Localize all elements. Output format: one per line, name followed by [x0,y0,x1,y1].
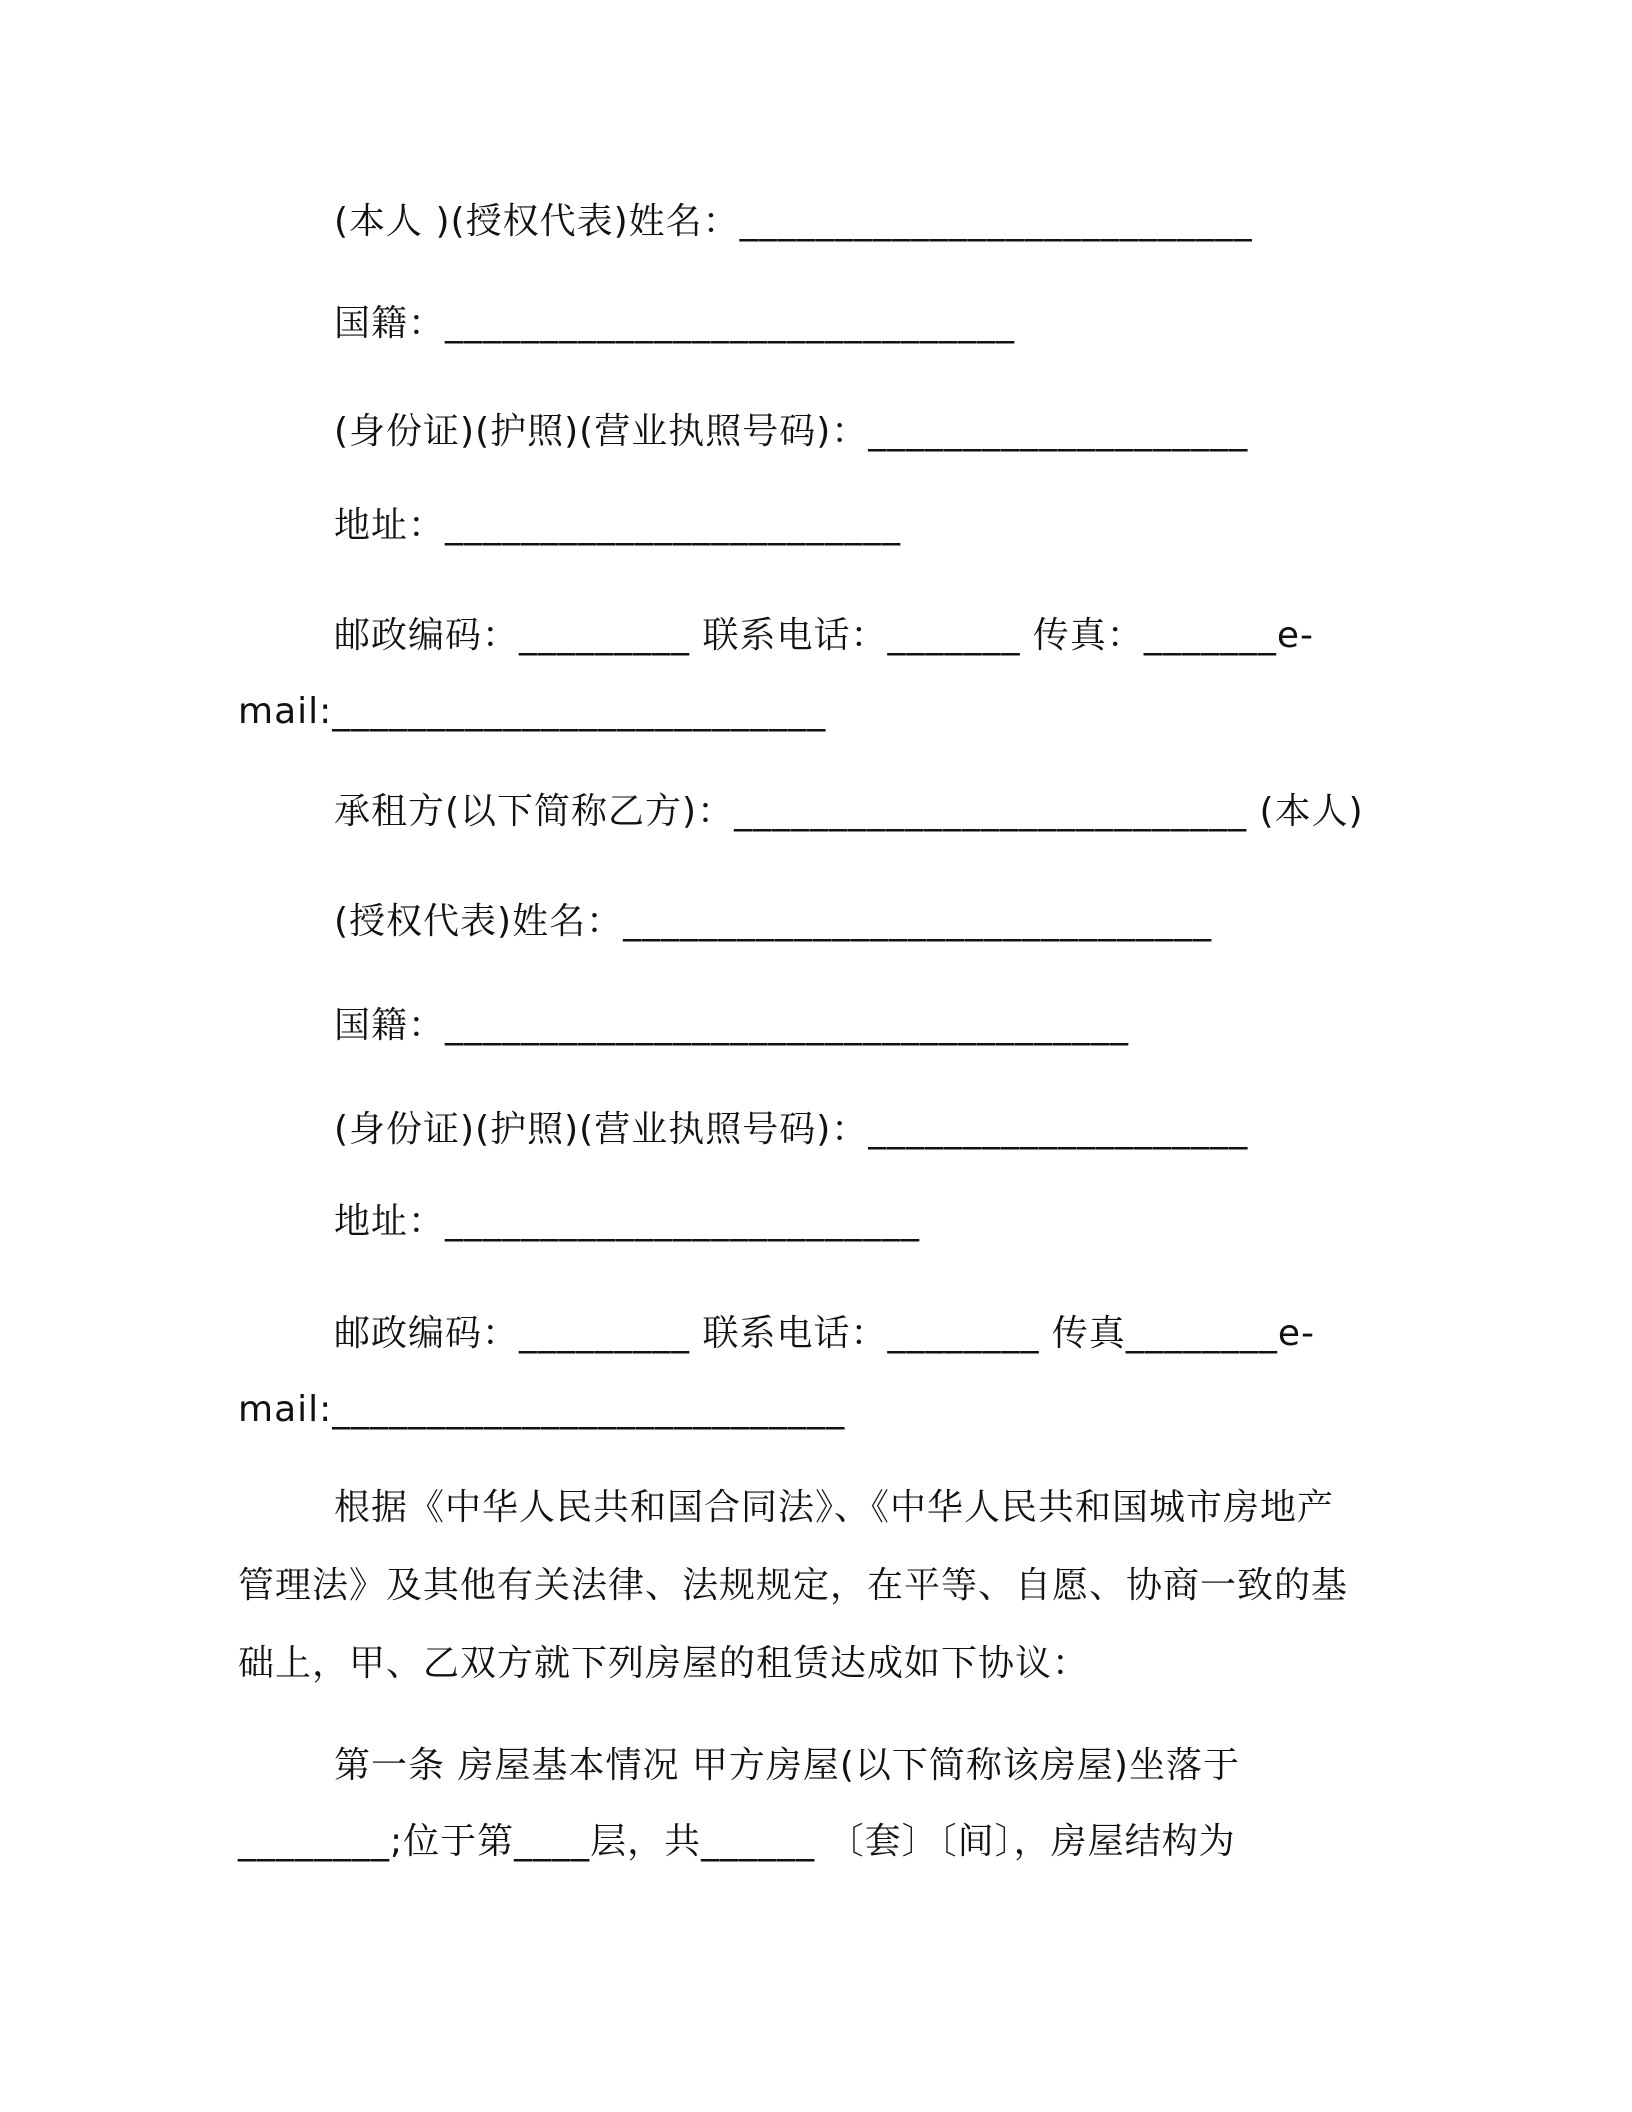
lessee-address-line: 地址：_________________________ [334,1201,921,1242]
lessee-email-line: mail:___________________________ [238,1389,846,1430]
lessor-email-line: mail:__________________________ [238,691,827,732]
agreement-paragraph-line-1: 根据《中华人民共和国合同法》、《中华人民共和国城市房地产 [334,1487,1335,1528]
lessor-name-line: (本人 )(授权代表)姓名：___________________________ [334,201,1253,242]
lessee-line: 承租方(以下简称乙方)：___________________________ (本人) [334,791,1364,832]
lessee-nationality-line: 国籍：____________________________________ [334,1005,1130,1046]
lessor-address-line: 地址：________________________ [334,505,902,546]
lessee-id-line: (身份证)(护照)(营业执照号码)：____________________ [334,1109,1249,1150]
lessor-contact-line: 邮政编码：_________ 联系电话：_______ 传真：_______e- [334,615,1315,656]
lessor-nationality-line: 国籍：______________________________ [334,303,1016,344]
lessee-name-line: (授权代表)姓名：_______________________________ [334,901,1213,942]
article-one-line-2: ________;位于第____层，共______ 〔套〕〔间〕，房屋结构为 [238,1821,1236,1862]
article-one-line-1: 第一条 房屋基本情况 甲方房屋(以下简称该房屋)坐落于 [334,1745,1240,1786]
lessee-contact-line: 邮政编码：_________ 联系电话：________ 传真________e- [334,1313,1316,1354]
agreement-paragraph-line-2: 管理法》及其他有关法律、法规规定，在平等、自愿、协商一致的基 [238,1565,1349,1606]
agreement-paragraph-line-3: 础上，甲、乙双方就下列房屋的租赁达成如下协议： [238,1643,1090,1684]
lessor-id-line: (身份证)(护照)(营业执照号码)：____________________ [334,411,1249,452]
